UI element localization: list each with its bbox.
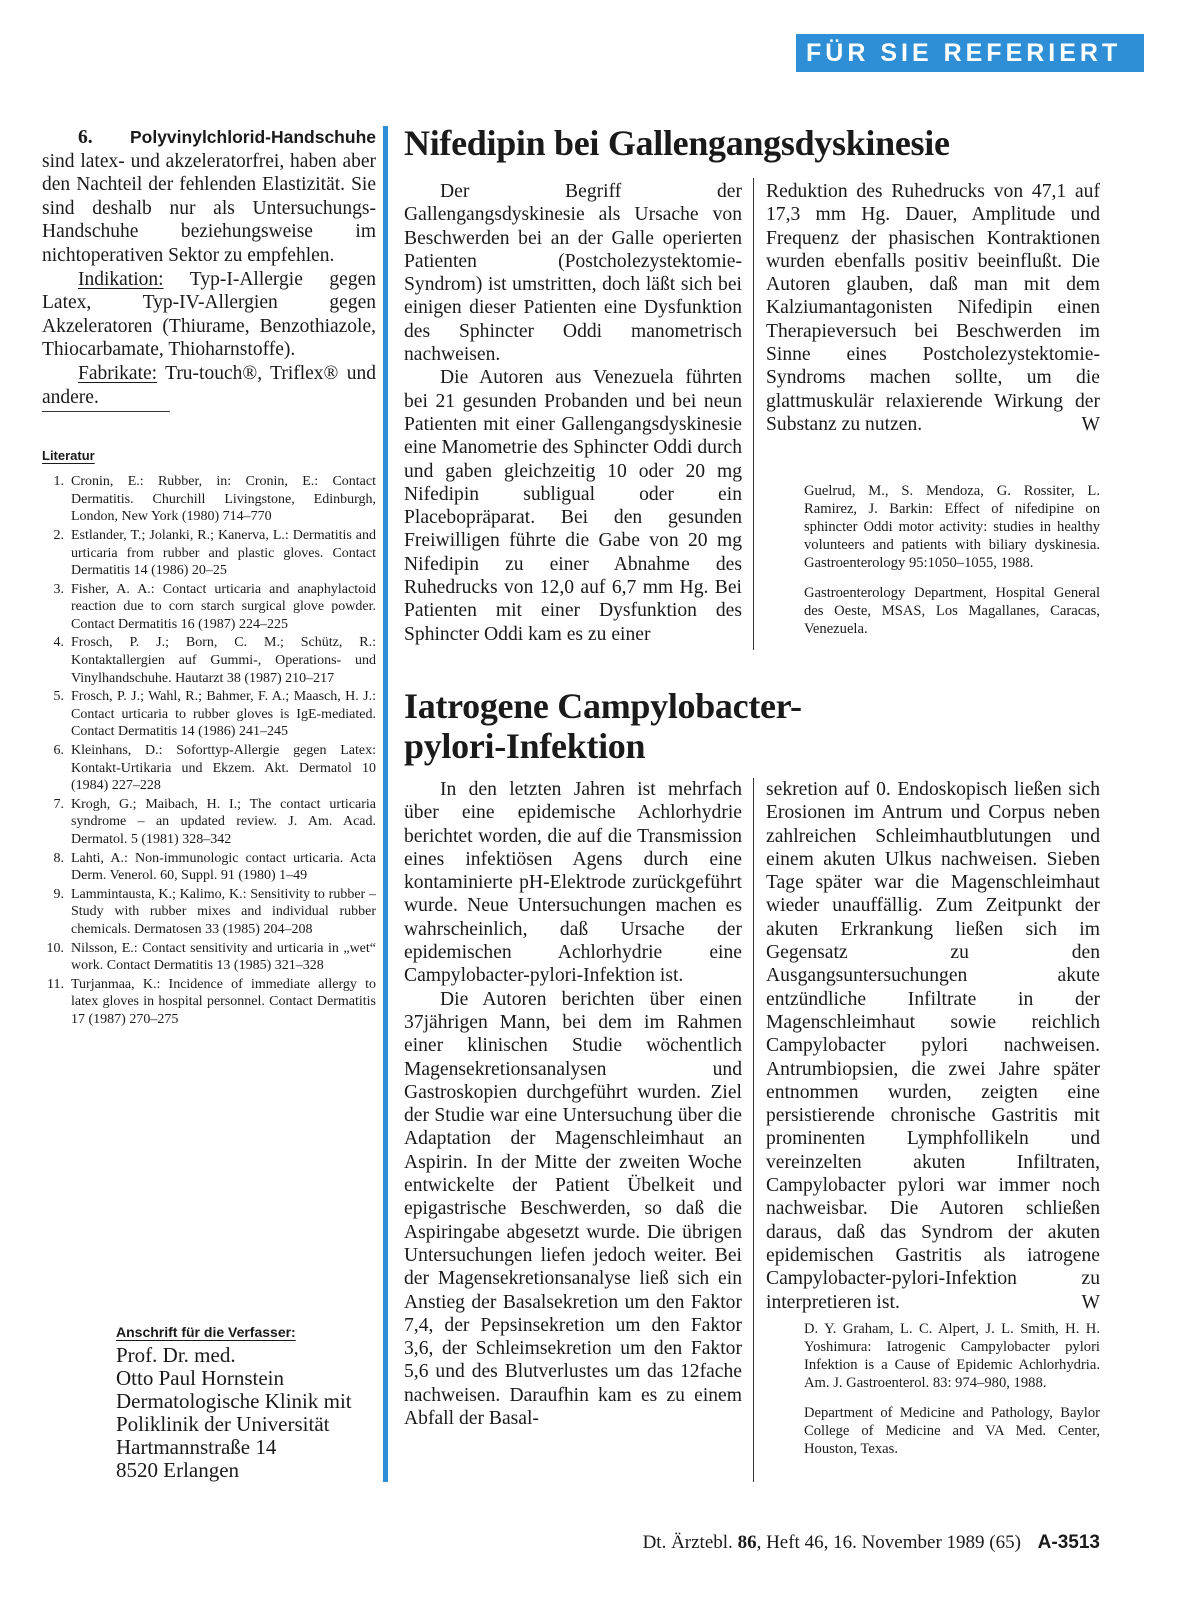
article2-paragraph-3: sekretion auf 0. Endoskopisch ließen sich Erosionen im Antrum und Corpus neben zahlreichen Schleimhautblutungen und einem akuten Ulkus nachweisen. Sieben Tage später war die Magenschleimhaut wieder unauffällig. Zum Zeitpunkt der akuten Erkrankung ließen sich im Gegensatz zu den Ausgangsuntersuchungen akute entzündliche Infiltrate in der Magenschleimhaut sowie reichlich Campylobacter pylori nachweisen. Antrumbiopsien, die zwei Jahre später entnommen wurden, zeigten eine persistierende chronische Gastritis mit prominenten Lymphfollikeln und vereinzelten akuten Infiltraten, Campylobacter pylori war immer noch nachweisbar. Die Autoren schließen daraus, daß das Syndrom der akuten epidemischen Gastritis als iatrogene Campylobacter-pylori-Infektion zu interpretieren ist.	[766, 779, 1100, 1313]
reference-item	[42, 688, 376, 741]
indication-label: Indikation:	[78, 268, 164, 290]
reference-text: Lammintausta, K.; Kalimo, K.: Sensitivity to rubber – Study with rubber mixes and individual rubber chemicals. Dermatosen 33 (1985) 204–208	[71, 886, 376, 937]
reference-number: 1.	[53, 474, 64, 490]
article2-column-divider	[753, 778, 754, 1482]
article2-title	[404, 686, 802, 766]
address-line: Hartmannstraße 14	[116, 1435, 277, 1459]
left-column	[42, 126, 376, 1030]
reference-number: 10.	[46, 940, 64, 956]
reference-text: Kleinhans, D.: Soforttyp-Allergie gegen Latex: Kontakt-Urtikaria und Ekzem. Akt. Dermatol 10 (1984) 227–228	[71, 743, 376, 794]
footer-issue-date: , Heft 46, 16. November 1989 (65)	[756, 1532, 1021, 1553]
reference-number: 8.	[53, 850, 64, 866]
reference-text: Estlander, T.; Jolanki, R.; Kanerva, L.: Dermatitis and urticaria from rubber and plastic gloves. Contact Dermatitis 14 (1986) 20–25	[71, 527, 376, 579]
reference-item	[42, 796, 376, 849]
footer-page-number: A-3513	[1037, 1532, 1100, 1553]
article2-paragraph-2: Die Autoren berichten über einen 37jährigen Mann, bei dem im Rahmen einer klinischen Studie wöchentlich Magensekretionsanalysen und Gastroskopien durchgeführt wurden. Ziel der Studie war eine Untersuchung über die Adaptation der Magenschleimhaut an Aspirin. In der Mitte der zweiten Woche entwickelte der Patient Übelkeit und epigastrische Beschwerden, so daß die Aspiringabe abgesetzt wurde. Die übrigen Untersuchungen liefen jedoch weiter. Bei der Magensekretionsanalyse ließ sich ein Anstieg der Basalsekretion um den Faktor 7,4, der Pepsinsekretion um den Faktor 3,6, der Schleimsekretion um den Faktor 5,6 und des Blutverlustes um das 12fache nachweisen. Daraufhin kam es zu einem Abfall der Basal-	[404, 988, 742, 1430]
address-line: Dermatologische Klinik mit	[116, 1389, 352, 1413]
reference-item	[42, 976, 376, 1029]
article1-signature: W	[1081, 414, 1100, 436]
address-line: Otto Paul Hornstein	[116, 1366, 284, 1390]
item-text: sind latex- und akzeleratorfrei, haben aber den Nachteil der fehlenden Elastizität. Sie sind deshalb nur als Untersuchungs-Handschuhe beziehungsweise im nichtoperativen Sektor zu empfehlen.	[42, 150, 376, 266]
article2-col2	[766, 778, 1100, 1314]
reference-number: 5.	[53, 689, 64, 705]
reference-number: 4.	[53, 635, 64, 651]
article2-signature: W	[1081, 1291, 1100, 1313]
reference-list	[42, 473, 376, 1028]
indication-paragraph	[42, 268, 376, 362]
article1-paragraph-3: Reduktion des Ruhedrucks von 47,1 auf 17,3 mm Hg. Dauer, Amplitude und Frequenz der phasischen Kontraktionen wurden ebenfalls positiv beeinflußt. Die Autoren glauben, daß man mit dem Kalziumantagonisten Nifedipin einen Therapieversuch bei Beschwerden im Sinne eines Postcholezystektomie-Syndroms machen sollte, um die glattmuskulär relaxierende Wirkung der Substanz zu nutzen.	[766, 181, 1100, 435]
article1-title: Nifedipin bei Gallengangsdyskinesie	[404, 123, 950, 163]
section-banner: FÜR SIE REFERIERT	[796, 34, 1144, 72]
address-line: 8520 Erlangen	[116, 1458, 240, 1482]
reference-text: Cronin, E.: Rubber, in: Cronin, E.: Contact Dermatitis. Churchill Livingstone, Edinburgh, London, New York (1980) 714–770	[71, 474, 376, 525]
article1-paragraph-1: Der Begriff der Gallengangsdyskinesie als Ursache von Beschwerden bei an der Galle operierten Patienten (Postcholezystektomie-Syndrom) ist umstritten, doch läßt sich bei einigen dieser Patienten eine Dysfunktion des Sphincter Oddi manometrisch nachweisen.	[404, 181, 742, 366]
reference-item	[42, 742, 376, 795]
reference-text: Lahti, A.: Non-immunologic contact urticaria. Acta Derm. Venerol. 60, Suppl. 91 (1980) 1–49	[71, 850, 376, 884]
reference-item	[42, 527, 376, 580]
address-line: Prof. Dr. med.	[116, 1343, 236, 1367]
reference-number: 3.	[53, 581, 64, 597]
reference-number: 9.	[53, 886, 64, 902]
address-line: Poliklinik der Universität	[116, 1412, 330, 1436]
products-text: Tru-touch®, Triflex® und andere.	[42, 362, 376, 408]
article2-citation: D. Y. Graham, L. C. Alpert, J. L. Smith, H. H. Yoshimura: Iatrogenic Campylobacter pylori Infektion is a Cause of Epidemic Achlorhydria. Am. J. Gastroenterol. 83: 974–980, 1988.	[804, 1321, 1100, 1391]
products-divider	[42, 411, 170, 412]
page-footer	[643, 1532, 1100, 1554]
article1-reference	[804, 482, 1100, 638]
section-rule	[383, 126, 388, 1482]
article2-title-line1: Iatrogene Campylobacter-	[404, 686, 802, 726]
article1-column-divider	[753, 178, 754, 650]
reference-text: Fisher, A. A.: Contact urticaria and anaphylactoid reaction due to corn starch surgical glove powder. Contact Dermatitis 16 (1987) 224–225	[71, 581, 376, 632]
footer-journal: Dt. Ärztebl.	[642, 1532, 733, 1553]
reference-text: Frosch, P. J.; Wahl, R.; Bahmer, F. A.; Maasch, H. J.: Contact urticaria to rubber gloves is IgE-mediated. Contact Dermatitis 14 (1986) 241–245	[71, 689, 376, 740]
reference-item	[42, 886, 376, 939]
item-heading: Polyvinylchlorid-Handschuhe	[129, 127, 376, 147]
article1-col1	[404, 180, 742, 646]
article2-col1	[404, 778, 742, 1430]
article2-affiliation: Department of Medicine and Pathology, Baylor College of Medicine and VA Med. Center, Houston, Texas.	[804, 1405, 1100, 1457]
article1-citation: Guelrud, M., S. Mendoza, G. Rossiter, L. Ramirez, J. Barkin: Effect of nifedipine on sphincter Oddi motor activity: studies in healthy volunteers and patients with biliary dyskinesia. Gastroenterology 95:1050–1055, 1988.	[804, 483, 1100, 571]
footer-volume: 86	[737, 1532, 757, 1553]
products-paragraph	[42, 362, 376, 409]
reference-item	[42, 850, 376, 885]
reference-item	[42, 634, 376, 687]
article2-paragraph-1: In den letzten Jahren ist mehrfach über eine epidemische Achlorhydrie berichtet worden, die auf die Transmission eines infektiösen Agens durch eine kontaminierte pH-Elektrode zurückgeführt wurde. Neue Untersuchungen machen es wahrscheinlich, daß Ursache der epidemischen Achlorhydrie eine Campylobacter-pylori-Infektion ist.	[404, 779, 742, 987]
address-heading: Anschrift für die Verfasser:	[116, 1324, 296, 1340]
reference-item	[42, 473, 376, 526]
products-label: Fabrikate:	[78, 362, 158, 384]
author-address	[116, 1324, 386, 1482]
reference-text: Nilsson, E.: Contact sensitivity and urticaria in „wet“ work. Contact Dermatitis 13 (1985) 321–328	[71, 940, 376, 974]
reference-number: 11.	[47, 976, 64, 992]
reference-item	[42, 940, 376, 975]
article2-reference	[804, 1320, 1100, 1458]
reference-number: 7.	[53, 796, 64, 812]
indication-text: Typ-I-Allergie gegen Latex, Typ-IV-Allergien gegen Akzeleratoren (Thiurame, Benzothiazole, Thiocarbamate, Thioharnstoffe).	[42, 268, 376, 361]
literature-heading: Literatur	[42, 448, 95, 464]
article1-col2	[766, 180, 1100, 437]
reference-item	[42, 581, 376, 634]
item-number: 6.	[78, 127, 93, 148]
article1-paragraph-2: Die Autoren aus Venezuela führten bei 21 gesunden Probanden und bei neun Patienten mit einer Gallengangsdyskinesie eine Manometrie des Sphincter Oddi durch und gaben gleichzeitig 10 oder 20 mg Nifedipin subligual oder ein Placebopräparat. Bei den gesunden Freiwilligen führte die Gabe von 20 mg Nifedipin zu einer Abnahme des Ruhedrucks von 12,0 auf 6,7 mm Hg. Bei Patienten mit einer Dysfunktion des Sphincter Oddi kam es zu einer	[404, 367, 742, 645]
reference-text: Krogh, G.; Maibach, H. I.; The contact urticaria syndrome – an updated review. J. Am. Acad. Dermatol. 5 (1981) 328–342	[71, 796, 376, 847]
reference-text: Frosch, P. J.; Born, C. M.; Schütz, R.: Kontaktallergien auf Gummi-, Operations- und Vinylhandschuhe. Hautarzt 38 (1987) 210–217	[71, 635, 376, 686]
gloves-item-6	[42, 126, 376, 268]
reference-text: Turjanmaa, K.: Incidence of immediate allergy to latex gloves in hospital personnel. Contact Dermatitis 17 (1987) 270–275	[71, 976, 376, 1027]
reference-number: 2.	[53, 527, 64, 543]
article2-title-line2: pylori-Infektion	[404, 726, 646, 766]
reference-number: 6.	[53, 743, 64, 759]
article1-affiliation: Gastroenterology Department, Hospital General des Oeste, MSAS, Los Magallanes, Caracas, Venezuela.	[804, 585, 1100, 637]
address-lines	[116, 1344, 386, 1482]
